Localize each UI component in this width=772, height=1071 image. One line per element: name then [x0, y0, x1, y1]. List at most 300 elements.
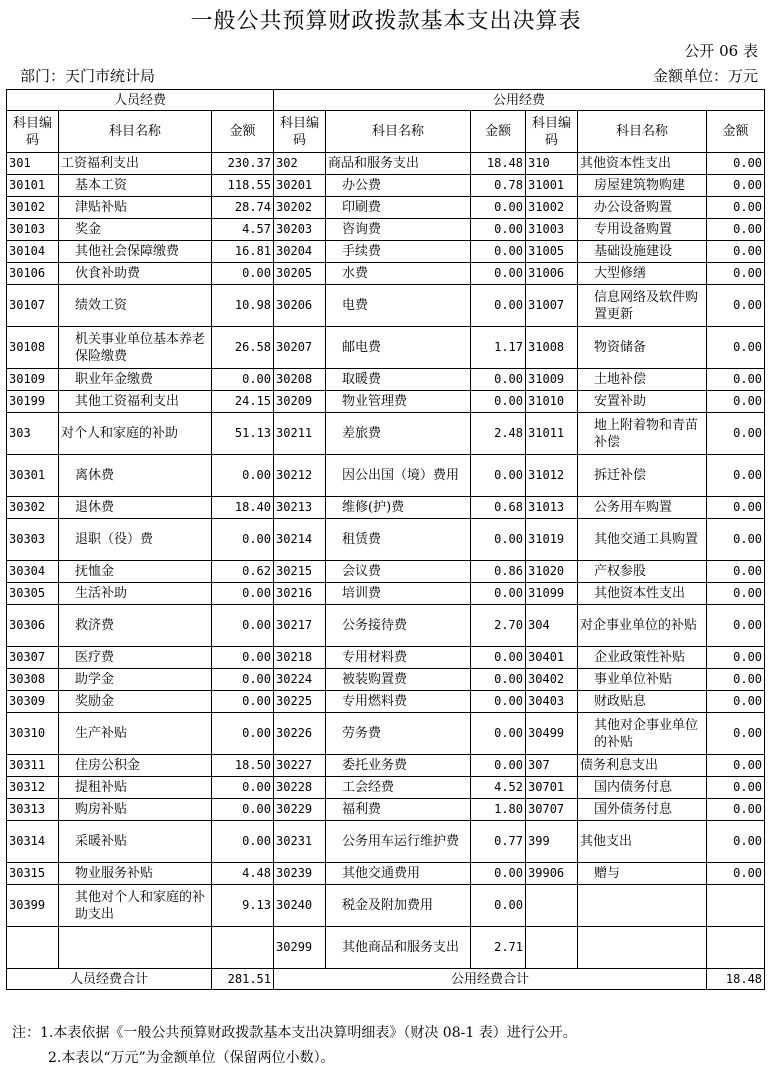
subject-name-cell: 其他对企事业单位的补贴 [578, 713, 707, 755]
subject-name-cell: 因公出国（境）费用 [326, 455, 471, 497]
subject-name-cell: 抚恤金 [59, 561, 212, 583]
amount-cell: 0.68 [471, 497, 526, 519]
subject-code-cell: 31007 [526, 285, 578, 327]
amount-cell: 51.13 [212, 413, 274, 455]
note-1: 注：1.本表依据《一般公共预算财政拨款基本支出决算明细表》（财决 08-1 表）进行公开。 [12, 1025, 577, 1041]
amount-cell: 2.70 [471, 605, 526, 647]
amount-cell: 0.00 [471, 391, 526, 413]
amount-cell: 0.00 [471, 197, 526, 219]
amount-cell: 0.00 [212, 369, 274, 391]
subject-code-cell: 30402 [526, 669, 578, 691]
subject-code-cell: 30206 [274, 285, 326, 327]
subject-name-cell: 水费 [326, 263, 471, 285]
subject-name-cell: 助学金 [59, 669, 212, 691]
column-header-row [7, 111, 765, 153]
subject-name-cell: 物资储备 [578, 327, 707, 369]
subject-name-cell: 信息网络及软件购置更新 [578, 285, 707, 327]
subject-code-cell: 30215 [274, 561, 326, 583]
amount-cell: 9.13 [212, 885, 274, 927]
subject-name-cell: 国内债务付息 [578, 777, 707, 799]
subject-name-cell: 债务利息支出 [578, 755, 707, 777]
subject-name-cell: 委托业务费 [326, 755, 471, 777]
table-row [7, 369, 765, 391]
subject-name-cell: 退休费 [59, 497, 212, 519]
amount-cell: 4.57 [212, 219, 274, 241]
amount-cell: 0.00 [707, 777, 765, 799]
subject-code-cell: 302 [274, 153, 326, 175]
amount-cell: 0.00 [707, 197, 765, 219]
subject-name-cell: 差旅费 [326, 413, 471, 455]
subject-name-cell: 其他对个人和家庭的补助支出 [59, 885, 212, 927]
col-header-amount: 金额 [471, 111, 526, 153]
subject-code-cell: 30239 [274, 863, 326, 885]
amount-cell: 0.00 [471, 691, 526, 713]
subject-code-cell [526, 927, 578, 969]
department-label: 部门：天门市统计局 [20, 67, 156, 85]
subject-code-cell: 30211 [274, 413, 326, 455]
subject-code-cell: 301 [7, 153, 59, 175]
subject-name-cell: 取暖费 [326, 369, 471, 391]
subject-name-cell: 商品和服务支出 [326, 153, 471, 175]
amount-cell: 26.58 [212, 327, 274, 369]
subject-name-cell: 办公费 [326, 175, 471, 197]
subject-code-cell: 30311 [7, 755, 59, 777]
subject-code-cell: 30313 [7, 799, 59, 821]
amount-cell [707, 885, 765, 927]
col-header-name: 科目名称 [578, 111, 707, 153]
col-header-amount: 金额 [707, 111, 765, 153]
subject-name-cell: 生产补贴 [59, 713, 212, 755]
subject-name-cell: 提租补贴 [59, 777, 212, 799]
subject-name-cell: 手续费 [326, 241, 471, 263]
table-row [7, 755, 765, 777]
subject-code-cell: 30104 [7, 241, 59, 263]
col-header-name: 科目名称 [59, 111, 212, 153]
subject-name-cell: 基础设施建设 [578, 241, 707, 263]
table-row [7, 821, 765, 863]
subject-name-cell: 退职（役）费 [59, 519, 212, 561]
subject-name-cell: 基本工资 [59, 175, 212, 197]
amount-cell: 18.40 [212, 497, 274, 519]
table-row [7, 799, 765, 821]
subject-code-cell: 30707 [526, 799, 578, 821]
table-row [7, 413, 765, 455]
group-header-row [7, 90, 765, 111]
subject-code-cell: 30213 [274, 497, 326, 519]
subject-name-cell: 福利费 [326, 799, 471, 821]
amount-cell: 0.00 [707, 605, 765, 647]
subject-code-cell: 30314 [7, 821, 59, 863]
subject-code-cell: 30307 [7, 647, 59, 669]
col-header-code: 科目编码 [526, 111, 578, 153]
amount-cell: 0.00 [707, 413, 765, 455]
amount-cell: 230.37 [212, 153, 274, 175]
table-row [7, 777, 765, 799]
subject-name-cell: 津贴补贴 [59, 197, 212, 219]
subject-name-cell: 离休费 [59, 455, 212, 497]
amount-cell: 18.48 [471, 153, 526, 175]
table-row [7, 885, 765, 927]
subject-name-cell: 安置补助 [578, 391, 707, 413]
subject-code-cell: 30303 [7, 519, 59, 561]
totals-row [7, 969, 765, 990]
subject-name-cell: 邮电费 [326, 327, 471, 369]
amount-cell: 0.00 [471, 519, 526, 561]
subject-name-cell: 房屋建筑物购建 [578, 175, 707, 197]
subject-code-cell: 30399 [7, 885, 59, 927]
table-row [7, 241, 765, 263]
col-header-name: 科目名称 [326, 111, 471, 153]
subject-code-cell: 399 [526, 821, 578, 863]
table-row [7, 219, 765, 241]
amount-cell: 0.00 [471, 263, 526, 285]
amount-cell: 0.00 [707, 755, 765, 777]
amount-cell [707, 927, 765, 969]
amount-cell: 0.00 [707, 285, 765, 327]
amount-cell: 0.00 [707, 153, 765, 175]
subject-code-cell: 30205 [274, 263, 326, 285]
amount-cell: 0.00 [471, 669, 526, 691]
table-code: 公开 06 表 [684, 42, 758, 60]
amount-cell: 0.00 [212, 777, 274, 799]
subject-name-cell: 公务用车运行维护费 [326, 821, 471, 863]
subject-name-cell: 其他资本性支出 [578, 153, 707, 175]
subject-name-cell: 产权参股 [578, 561, 707, 583]
amount-cell: 0.00 [212, 713, 274, 755]
subject-name-cell: 维修(护)费 [326, 497, 471, 519]
subject-code-cell: 307 [526, 755, 578, 777]
amount-cell: 0.00 [471, 583, 526, 605]
subject-name-cell: 租赁费 [326, 519, 471, 561]
subject-name-cell: 税金及附加费用 [326, 885, 471, 927]
subject-code-cell: 30231 [274, 821, 326, 863]
subject-name-cell: 劳务费 [326, 713, 471, 755]
subject-code-cell: 30310 [7, 713, 59, 755]
subject-code-cell: 30101 [7, 175, 59, 197]
amount-cell: 0.00 [707, 863, 765, 885]
amount-cell: 0.00 [471, 863, 526, 885]
subject-code-cell: 30226 [274, 713, 326, 755]
subject-code-cell: 30224 [274, 669, 326, 691]
subject-name-cell: 奖金 [59, 219, 212, 241]
amount-cell: 0.00 [707, 497, 765, 519]
subject-code-cell: 31019 [526, 519, 578, 561]
amount-cell: 0.00 [471, 369, 526, 391]
subject-name-cell: 电费 [326, 285, 471, 327]
amount-cell: 0.00 [471, 647, 526, 669]
table-row [7, 197, 765, 219]
subject-code-cell: 30306 [7, 605, 59, 647]
subject-code-cell: 31009 [526, 369, 578, 391]
amount-cell: 0.00 [707, 263, 765, 285]
subject-code-cell: 30109 [7, 369, 59, 391]
amount-cell: 0.00 [212, 669, 274, 691]
subject-code-cell: 31001 [526, 175, 578, 197]
subject-name-cell [59, 927, 212, 969]
subject-code-cell: 30103 [7, 219, 59, 241]
amount-cell: 0.00 [212, 605, 274, 647]
subject-code-cell: 30207 [274, 327, 326, 369]
subject-name-cell: 购房补贴 [59, 799, 212, 821]
subject-code-cell: 30204 [274, 241, 326, 263]
subject-code-cell: 30305 [7, 583, 59, 605]
amount-cell: 0.00 [707, 647, 765, 669]
amount-cell: 2.48 [471, 413, 526, 455]
subject-code-cell: 30309 [7, 691, 59, 713]
amount-cell: 0.00 [707, 821, 765, 863]
personnel-group-header: 人员经费 [7, 90, 274, 111]
subject-name-cell: 会议费 [326, 561, 471, 583]
amount-cell: 0.00 [707, 691, 765, 713]
subject-code-cell: 31008 [526, 327, 578, 369]
table-row [7, 519, 765, 561]
amount-cell [212, 927, 274, 969]
subject-code-cell: 30299 [274, 927, 326, 969]
amount-cell: 0.00 [471, 285, 526, 327]
amount-unit-label: 金额单位：万元 [652, 67, 758, 85]
subject-code-cell: 30229 [274, 799, 326, 821]
subject-code-cell: 30401 [526, 647, 578, 669]
amount-cell: 10.98 [212, 285, 274, 327]
amount-cell: 16.81 [212, 241, 274, 263]
subject-code-cell: 303 [7, 413, 59, 455]
amount-cell: 0.00 [212, 519, 274, 561]
table-row [7, 263, 765, 285]
subject-code-cell: 30304 [7, 561, 59, 583]
table-row [7, 647, 765, 669]
subject-name-cell: 专用设备购置 [578, 219, 707, 241]
subject-code-cell: 30228 [274, 777, 326, 799]
amount-cell: 1.17 [471, 327, 526, 369]
subject-code-cell: 30217 [274, 605, 326, 647]
subject-code-cell: 31099 [526, 583, 578, 605]
amount-cell: 0.00 [707, 519, 765, 561]
table-row [7, 391, 765, 413]
subject-code-cell: 30108 [7, 327, 59, 369]
col-header-amount: 金额 [212, 111, 274, 153]
amount-cell: 0.00 [212, 455, 274, 497]
subject-name-cell [578, 885, 707, 927]
amount-cell: 0.00 [471, 713, 526, 755]
table-row [7, 669, 765, 691]
subject-name-cell: 机关事业单位基本养老保险缴费 [59, 327, 212, 369]
public-total-label: 公用经费合计 [274, 969, 707, 990]
subject-name-cell: 其他商品和服务支出 [326, 927, 471, 969]
subject-name-cell: 工会经费 [326, 777, 471, 799]
amount-cell: 0.78 [471, 175, 526, 197]
subject-code-cell: 31003 [526, 219, 578, 241]
table-row [7, 455, 765, 497]
amount-cell: 2.71 [471, 927, 526, 969]
subject-code-cell: 30218 [274, 647, 326, 669]
table-row [7, 497, 765, 519]
subject-name-cell: 物业管理费 [326, 391, 471, 413]
subject-name-cell: 医疗费 [59, 647, 212, 669]
subject-code-cell: 30202 [274, 197, 326, 219]
subject-code-cell: 30199 [7, 391, 59, 413]
subject-name-cell: 赠与 [578, 863, 707, 885]
subject-code-cell: 30216 [274, 583, 326, 605]
subject-code-cell: 31012 [526, 455, 578, 497]
subject-name-cell: 企业政策性补贴 [578, 647, 707, 669]
subject-code-cell: 30227 [274, 755, 326, 777]
subject-name-cell: 其他资本性支出 [578, 583, 707, 605]
amount-cell: 0.62 [212, 561, 274, 583]
subject-name-cell: 伙食补助费 [59, 263, 212, 285]
subject-name-cell: 物业服务补贴 [59, 863, 212, 885]
subject-name-cell: 对企事业单位的补贴 [578, 605, 707, 647]
subject-name-cell: 其他工资福利支出 [59, 391, 212, 413]
amount-cell: 0.77 [471, 821, 526, 863]
public-group-header: 公用经费 [274, 90, 765, 111]
subject-name-cell [578, 927, 707, 969]
amount-cell: 0.00 [471, 755, 526, 777]
amount-cell: 0.00 [212, 647, 274, 669]
subject-code-cell: 30312 [7, 777, 59, 799]
subject-code-cell: 30499 [526, 713, 578, 755]
subject-name-cell: 印刷费 [326, 197, 471, 219]
subject-name-cell: 地上附着物和青苗补偿 [578, 413, 707, 455]
amount-cell: 0.00 [212, 263, 274, 285]
amount-cell: 0.00 [471, 219, 526, 241]
amount-cell: 0.00 [707, 799, 765, 821]
subject-code-cell: 31011 [526, 413, 578, 455]
amount-cell: 28.74 [212, 197, 274, 219]
expenditure-table [6, 89, 765, 990]
subject-name-cell: 其他社会保障缴费 [59, 241, 212, 263]
subject-code-cell [526, 885, 578, 927]
subject-code-cell: 30106 [7, 263, 59, 285]
amount-cell: 4.52 [471, 777, 526, 799]
amount-cell: 0.00 [707, 369, 765, 391]
subject-code-cell: 30201 [274, 175, 326, 197]
amount-cell: 0.00 [471, 885, 526, 927]
table-row [7, 327, 765, 369]
table-row [7, 285, 765, 327]
amount-cell: 0.00 [707, 327, 765, 369]
subject-name-cell: 咨询费 [326, 219, 471, 241]
subject-code-cell: 31013 [526, 497, 578, 519]
subject-name-cell: 职业年金缴费 [59, 369, 212, 391]
amount-cell: 0.00 [707, 219, 765, 241]
amount-cell: 0.00 [212, 583, 274, 605]
amount-cell: 0.00 [707, 669, 765, 691]
table-row [7, 713, 765, 755]
amount-cell: 0.00 [707, 455, 765, 497]
subject-code-cell: 30203 [274, 219, 326, 241]
amount-cell: 0.86 [471, 561, 526, 583]
amount-cell: 4.48 [212, 863, 274, 885]
subject-name-cell: 被装购置费 [326, 669, 471, 691]
subject-code-cell: 31002 [526, 197, 578, 219]
subject-code-cell: 30208 [274, 369, 326, 391]
table-row [7, 175, 765, 197]
amount-cell: 24.15 [212, 391, 274, 413]
amount-cell: 0.00 [707, 561, 765, 583]
subject-name-cell: 生活补助 [59, 583, 212, 605]
page-title: 一般公共预算财政拨款基本支出决算表 [190, 9, 582, 34]
subject-name-cell: 专用材料费 [326, 647, 471, 669]
subject-code-cell: 30701 [526, 777, 578, 799]
table-row [7, 583, 765, 605]
subject-name-cell: 办公设备购置 [578, 197, 707, 219]
subject-name-cell: 财政贴息 [578, 691, 707, 713]
subject-name-cell: 工资福利支出 [59, 153, 212, 175]
subject-code-cell: 31006 [526, 263, 578, 285]
amount-cell: 0.00 [707, 583, 765, 605]
subject-name-cell: 拆迁补偿 [578, 455, 707, 497]
subject-name-cell: 其他交通工具购置 [578, 519, 707, 561]
amount-cell: 0.00 [212, 691, 274, 713]
notes [12, 1021, 577, 1071]
subject-code-cell: 30212 [274, 455, 326, 497]
amount-cell: 0.00 [707, 175, 765, 197]
amount-cell: 0.00 [707, 391, 765, 413]
subject-name-cell: 救济费 [59, 605, 212, 647]
subject-code-cell: 31020 [526, 561, 578, 583]
subject-code-cell: 30403 [526, 691, 578, 713]
subject-name-cell: 专用燃料费 [326, 691, 471, 713]
subject-code-cell: 304 [526, 605, 578, 647]
subject-name-cell: 培训费 [326, 583, 471, 605]
subject-name-cell: 大型修缮 [578, 263, 707, 285]
amount-cell: 0.00 [471, 241, 526, 263]
personnel-total-label: 人员经费合计 [7, 969, 212, 990]
subject-code-cell: 310 [526, 153, 578, 175]
subject-name-cell: 住房公积金 [59, 755, 212, 777]
table-row [7, 605, 765, 647]
table-row [7, 691, 765, 713]
public-total-value: 18.48 [707, 969, 765, 990]
subject-code-cell: 30225 [274, 691, 326, 713]
col-header-code: 科目编码 [274, 111, 326, 153]
amount-cell: 0.00 [707, 241, 765, 263]
amount-cell: 0.00 [212, 799, 274, 821]
table-row [7, 153, 765, 175]
subject-code-cell: 30214 [274, 519, 326, 561]
subject-code-cell [7, 927, 59, 969]
table-row [7, 863, 765, 885]
amount-cell: 0.00 [707, 713, 765, 755]
subject-name-cell: 奖励金 [59, 691, 212, 713]
subject-code-cell: 30209 [274, 391, 326, 413]
subject-name-cell: 其他交通费用 [326, 863, 471, 885]
subject-name-cell: 国外债务付息 [578, 799, 707, 821]
subject-code-cell: 31010 [526, 391, 578, 413]
table-row [7, 561, 765, 583]
table-row [7, 927, 765, 969]
subject-name-cell: 对个人和家庭的补助 [59, 413, 212, 455]
note-2: 2.本表以“万元”为金额单位（保留两位小数）。 [48, 1050, 335, 1066]
amount-cell: 118.55 [212, 175, 274, 197]
subject-code-cell: 30302 [7, 497, 59, 519]
subject-code-cell: 31005 [526, 241, 578, 263]
subject-code-cell: 30315 [7, 863, 59, 885]
subject-name-cell: 采暖补贴 [59, 821, 212, 863]
amount-cell: 0.00 [471, 455, 526, 497]
subject-name-cell: 土地补偿 [578, 369, 707, 391]
subject-code-cell: 30240 [274, 885, 326, 927]
subject-code-cell: 30102 [7, 197, 59, 219]
subject-name-cell: 其他支出 [578, 821, 707, 863]
subject-code-cell: 30308 [7, 669, 59, 691]
subject-name-cell: 公务接待费 [326, 605, 471, 647]
subject-name-cell: 事业单位补贴 [578, 669, 707, 691]
subject-name-cell: 绩效工资 [59, 285, 212, 327]
col-header-code: 科目编码 [7, 111, 59, 153]
amount-cell: 0.00 [212, 821, 274, 863]
subject-code-cell: 39906 [526, 863, 578, 885]
